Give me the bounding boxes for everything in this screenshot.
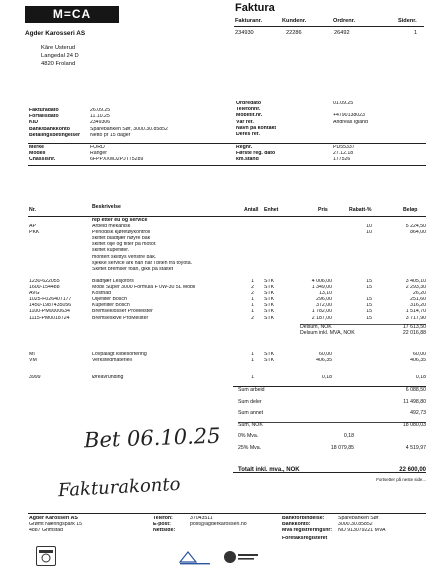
- row-price: 4 006,00: [311, 278, 332, 284]
- vehicle-label: Regnr.: [236, 145, 253, 150]
- invoice-number: 234930: [235, 30, 254, 36]
- totals-value: 11 498,80: [403, 398, 426, 405]
- row-item-number: AVG: [29, 291, 40, 297]
- row-quantity: 1: [251, 278, 254, 284]
- handwritten-payment-note: Bet 06.10.25: [83, 423, 221, 453]
- row-quantity: 1: [251, 303, 254, 309]
- trade-association-logo-icon: [222, 548, 262, 566]
- line-items: [0, 218, 432, 322]
- row-description: Oljefilter Bosch: [92, 297, 127, 303]
- row-discount: 15: [366, 309, 372, 315]
- row-description: Kostnad: [92, 291, 112, 297]
- row-price: 372,00: [316, 303, 332, 309]
- vehicle-value: FORD: [90, 145, 105, 150]
- date-label: Fakturadato: [29, 108, 59, 113]
- totals-value: 18 080,03: [402, 421, 426, 428]
- order-label: Deres ref.: [236, 131, 260, 137]
- totals-block: [238, 388, 426, 457]
- col-header-nr: Nr.: [29, 207, 36, 213]
- footer-label: Bankkonto:: [282, 522, 311, 528]
- invoice-date-labels: [29, 108, 80, 139]
- footer-label: Mva registreringsnr:: [282, 528, 333, 534]
- footer-register: Foretaksregisteret: [282, 535, 328, 541]
- company-logo: M=CA: [25, 6, 119, 23]
- vehicle-label: Merke: [29, 145, 44, 150]
- row-unit: STK: [264, 358, 275, 364]
- row-amount: 864,00: [410, 230, 426, 236]
- col-header-amount: Beløp: [403, 207, 418, 213]
- row-item-number: 1025-F026407177: [29, 297, 72, 303]
- col-header-unit: Enhet: [264, 207, 279, 213]
- footer-bank-labels: [282, 516, 332, 542]
- totals-basis: 18 079,85: [330, 444, 354, 451]
- vehicle-right-labels: [236, 145, 275, 164]
- row-discount: 15: [366, 315, 372, 321]
- row-description: Bladfjær Lesjöfors: [92, 278, 134, 284]
- table-row: [0, 316, 432, 322]
- row-description: Skiftet bremser foan, gikk på ståltet: [92, 266, 174, 272]
- totals-value: 492,73: [410, 410, 426, 416]
- row-discount: 15: [366, 285, 372, 291]
- col-header-price: Pris: [318, 207, 328, 213]
- customer-number: 22286: [286, 30, 302, 36]
- table-header-divider: [28, 216, 426, 217]
- order-label: Mobiltlf.nr.: [236, 113, 263, 119]
- customer-address: [41, 45, 79, 69]
- date-label: Betalingsbetingelser: [29, 132, 81, 138]
- totals-row: [238, 423, 426, 435]
- vehicle-label: km.stand: [236, 157, 259, 163]
- row-amount: 60,00: [413, 352, 426, 357]
- company-name: Agder Karosseri AS: [25, 30, 86, 37]
- row-amount: 3 405,10: [405, 278, 426, 284]
- row-discount: 10: [366, 224, 372, 230]
- footer-bank-account: 3000.30.85852: [338, 522, 373, 528]
- row-quantity: 1: [251, 297, 254, 303]
- footer-label: E-post:: [153, 522, 171, 528]
- row-price: 296,00: [316, 297, 332, 303]
- order-info-labels: [236, 101, 276, 138]
- page-number-label: Sidenr.: [398, 18, 417, 24]
- order-label: Navn på kontakt: [236, 125, 277, 131]
- row-unit: STK: [264, 297, 275, 303]
- row-unit: STK: [264, 315, 275, 321]
- row-price: 406,35: [316, 358, 332, 364]
- totals-row: [238, 446, 426, 458]
- row-quantity: 2: [251, 291, 254, 297]
- footer-bank: Sparebanken Sør: [338, 516, 379, 521]
- col-header-description: Beskrivelse: [92, 204, 121, 210]
- row-price: 1 782,00: [311, 309, 332, 315]
- row-item-number: VM: [29, 358, 37, 364]
- row-quantity: 1: [251, 375, 254, 380]
- order-value: 01.09.25: [333, 101, 354, 106]
- row-amount: 0,18: [415, 375, 426, 380]
- order-value: +4790138023: [333, 113, 365, 119]
- footer-vat-number: NO 913079221 MVA: [338, 528, 386, 534]
- row-price: 13,10: [319, 291, 332, 297]
- vehicle-label: Første reg. dato: [236, 151, 276, 157]
- totals-label: 25% Mva.: [238, 444, 262, 451]
- continue-note: Fortsetter på neste side...: [376, 477, 426, 482]
- row-price: 1 349,00: [311, 285, 332, 291]
- date-value: 26.09.25: [90, 108, 111, 113]
- row-amount: 26,20: [413, 291, 426, 297]
- totals-label: Sum annet: [238, 410, 264, 416]
- row-amount: 316,20: [410, 303, 426, 309]
- row-price: 0,18: [321, 375, 332, 380]
- order-value: [333, 132, 368, 138]
- vehicle-left-values: [90, 145, 143, 164]
- customer-street: Langedal 24 D: [41, 53, 79, 59]
- order-number-label: Ordrenr.: [333, 18, 356, 24]
- row-description: skiftet kupefilter.: [92, 248, 130, 254]
- customer-city: 4820 Froland: [41, 61, 76, 67]
- row-item-number: PKK: [29, 230, 40, 236]
- row-description: Øreavrunding: [92, 375, 124, 380]
- row-description: skiftet bladfjær høyre bak: [92, 236, 151, 242]
- row-amount: 251,60: [410, 297, 426, 303]
- row-quantity: 2: [251, 285, 254, 291]
- footer-email[interactable]: post@agderkarosseri.no: [190, 522, 247, 528]
- invoice-number-label: Fakturanr.: [235, 18, 263, 24]
- row-description: Verkstedmateriell: [92, 358, 132, 364]
- footer-company: Agder Karosseri AS: [29, 516, 78, 521]
- vehicle-value: 6FPPXXMJ2PJT75289: [90, 157, 144, 163]
- footer-label: Nettside:: [153, 528, 176, 534]
- trade-association-logo-graphic: [222, 548, 262, 566]
- row-unit: STK: [264, 309, 275, 315]
- vehicle-left-labels: [29, 145, 55, 164]
- row-discount: 15: [366, 303, 372, 309]
- row-item-number: 1450-1987435056: [29, 303, 72, 309]
- footer-website[interactable]: [190, 528, 247, 534]
- row-quantity: 1: [251, 352, 254, 357]
- table-row: [0, 375, 432, 381]
- certification-seal-icon: [36, 546, 56, 566]
- footer-company-block: [29, 516, 82, 535]
- order-info-values: [333, 101, 368, 138]
- totals-label: Sum deler: [238, 398, 262, 405]
- row-discount: 10: [366, 230, 372, 236]
- row-item-number: 1100-PM0000634: [29, 309, 70, 315]
- mobile-service-logo-icon: [176, 548, 216, 566]
- vehicle-value: 177526: [333, 157, 351, 163]
- date-label: Bank/Bankkonto: [29, 126, 70, 132]
- date-value: Sparebanken Sør, 3000.30.85852: [90, 126, 168, 132]
- date-value: Netto pr 15 dager: [90, 132, 131, 138]
- row-description: Lovpålagt kildesortering: [92, 352, 147, 357]
- order-label: Vår ref.: [236, 119, 254, 125]
- row-amount: 5 224,50: [405, 224, 426, 230]
- footer-contact-values: [190, 516, 247, 535]
- vehicle-value: Ranger: [90, 151, 108, 157]
- date-label: Forfallsdato: [29, 114, 59, 120]
- date-value: 11.10.25: [90, 114, 110, 120]
- table-row: [0, 358, 432, 364]
- row-description: Arbeid mekanisk: [92, 224, 131, 230]
- row-description: rep etter eu og service: [92, 218, 148, 223]
- row-description: Bremseskive ProMeister: [92, 315, 149, 321]
- totals-row: [238, 434, 426, 446]
- row-unit: STK: [264, 291, 275, 297]
- footer-bank-values: [338, 516, 386, 535]
- customer-number-label: Kundenr.: [282, 18, 307, 24]
- vehicle-label: Modell: [29, 151, 46, 157]
- row-amount: 2 293,30: [405, 285, 426, 291]
- totals-row: [238, 400, 426, 412]
- line-items-fees: [0, 352, 432, 365]
- footer-label: Bankforbindelse:: [282, 516, 325, 521]
- vehicle-top-divider: [28, 143, 426, 144]
- row-description: skiftet olje og filter på motor.: [92, 242, 157, 248]
- totals-value: 4 519,97: [405, 444, 426, 451]
- vehicle-value: 27.12.18: [333, 151, 354, 157]
- row-quantity: 1: [251, 358, 254, 364]
- totals-basis: 0,18: [343, 433, 354, 439]
- row-description: Bremseklosser ProMeister: [92, 309, 153, 315]
- row-unit: STK: [264, 303, 275, 309]
- footer-city: 4887 Grimstad: [29, 528, 64, 534]
- mobile-service-logo-graphic: [176, 548, 216, 566]
- vehicle-value: PD55337: [333, 145, 355, 150]
- row-item-number: AP: [29, 224, 36, 230]
- row-amount: 1 514,70: [405, 309, 426, 315]
- row-discount: 15: [366, 278, 372, 284]
- vehicle-label: Chassisnr.: [29, 157, 56, 163]
- footer-divider: [28, 513, 426, 514]
- delsum-mva-label: Delsum inkl. MVA, NOK: [300, 330, 355, 336]
- row-unit: STK: [264, 285, 275, 291]
- totals-label: Sum, NOK: [238, 421, 263, 428]
- vehicle-right-values: [333, 145, 355, 164]
- order-label: Ordredato: [236, 101, 262, 106]
- row-description: sjekke service ark han har i biten fra toyota.: [92, 260, 193, 266]
- row-item-number: 1115-PM0018724: [29, 315, 70, 321]
- row-item-number: 1600-154488: [29, 285, 60, 291]
- footer-contact-labels: [153, 516, 175, 535]
- row-quantity: 2: [251, 315, 254, 321]
- vehicle-bottom-divider: [28, 165, 426, 166]
- order-label: Telefonnr.: [236, 107, 261, 113]
- invoice-date-values: [90, 108, 168, 139]
- totals-label: 0% Mva.: [238, 433, 259, 439]
- row-price: 2 187,00: [311, 315, 332, 321]
- line-items-rounding: [0, 375, 432, 381]
- row-amount: 406,35: [410, 358, 426, 364]
- order-value: Andreas Igland: [333, 119, 368, 125]
- row-discount: 15: [366, 297, 372, 303]
- row-item-number: 1230-622055: [29, 278, 60, 284]
- row-item-number: 3999: [29, 375, 41, 380]
- footer-phone: 37043511: [190, 516, 213, 521]
- totals-label: Sum arbeid: [238, 387, 265, 393]
- row-item-number: MI: [29, 352, 35, 357]
- delsum-label: Delsum, NOK: [300, 324, 332, 330]
- row-description: Periodisk kjøretøykontroll: [92, 230, 151, 236]
- row-description: montert skilttys venstre bak.: [92, 254, 157, 260]
- row-unit: STK: [264, 352, 275, 357]
- date-value: 2349306: [90, 120, 111, 126]
- row-description: Kupéfilter Bosch: [92, 303, 130, 309]
- grand-total-value: 22 600,00: [399, 467, 426, 473]
- customer-name: Kåre Usterud: [41, 45, 76, 51]
- col-header-discount: Rabatt-%: [349, 207, 372, 213]
- totals-value: 6 088,50: [405, 387, 426, 393]
- delsum-mva-value: 22 016,88: [402, 330, 426, 336]
- page-number: 1: [414, 30, 418, 36]
- row-quantity: 1: [251, 309, 254, 315]
- header-divider: [234, 26, 424, 27]
- date-label: KID: [29, 120, 38, 126]
- row-unit: STK: [264, 278, 275, 284]
- footer-label: Telefon:: [153, 516, 173, 521]
- col-header-qty: Antall: [244, 207, 259, 213]
- handwritten-account-note: Fakturakonto: [57, 473, 181, 502]
- delsum-value: 17 613,50: [402, 324, 426, 330]
- totals-row: [238, 411, 426, 423]
- order-number: 26492: [334, 30, 350, 36]
- row-description: Mobil Super 3000 Formula F 0W-30 5L Mobil: [92, 285, 196, 291]
- grand-total-label: Totalt inkl. mva., NOK: [238, 467, 300, 473]
- row-price: 60,00: [319, 352, 332, 357]
- document-title: Faktura: [235, 2, 275, 14]
- totals-row: [238, 388, 426, 400]
- row-amount: 3 717,90: [405, 315, 426, 321]
- certification-seal-graphic: [37, 547, 55, 565]
- footer-address: Grømt Næringspark 15: [29, 522, 83, 528]
